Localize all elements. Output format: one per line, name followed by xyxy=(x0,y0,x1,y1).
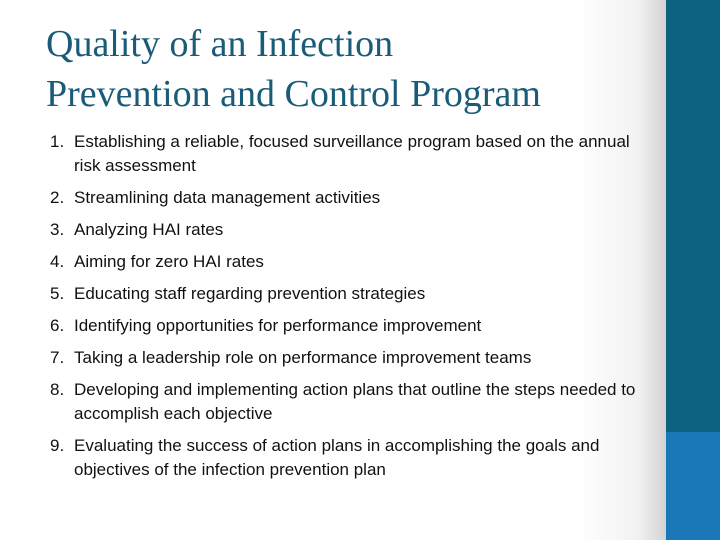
numbered-list xyxy=(50,130,640,490)
list-item-number: 7. xyxy=(50,348,65,367)
list-item xyxy=(50,346,640,370)
list-item xyxy=(50,130,640,178)
list-item xyxy=(50,434,640,482)
accent-bar-top xyxy=(666,0,720,432)
list-item-number: 9. xyxy=(50,436,65,455)
list-item-text: Developing and implementing action plans that outline the steps needed to accomplish each objective xyxy=(74,380,636,423)
list-item-number: 8. xyxy=(50,380,65,399)
list-item-text: Educating staff regarding prevention strategies xyxy=(74,284,426,303)
list-item xyxy=(50,250,640,274)
list-item xyxy=(50,218,640,242)
list-item-text: Establishing a reliable, focused surveillance program based on the annual risk assessment xyxy=(74,132,630,175)
list-item-number: 3. xyxy=(50,220,65,239)
list-item xyxy=(50,282,640,306)
list-item-text: Streamlining data management activities xyxy=(74,188,381,207)
list-item-number: 1. xyxy=(50,132,65,151)
list-item xyxy=(50,314,640,338)
list-item-text: Identifying opportunities for performance improvement xyxy=(74,316,482,335)
list-item xyxy=(50,378,640,426)
slide-title xyxy=(46,19,646,119)
right-accent-bar xyxy=(666,0,720,540)
slide-title-line-1: Quality of an Infection xyxy=(46,23,394,65)
list-item xyxy=(50,186,640,210)
list-item-text: Analyzing HAI rates xyxy=(74,220,224,239)
list-item-text: Aiming for zero HAI rates xyxy=(74,252,264,271)
slide-title-line-2: Prevention and Control Program xyxy=(46,73,541,115)
list-item-text: Taking a leadership role on performance improvement teams xyxy=(74,348,532,367)
list-item-number: 2. xyxy=(50,188,65,207)
list-item-number: 6. xyxy=(50,316,65,335)
list-item-number: 5. xyxy=(50,284,65,303)
list-item-text: Evaluating the success of action plans in accomplishing the goals and objectives of the infection prevention plan xyxy=(74,436,600,479)
accent-bar-bottom xyxy=(666,432,720,540)
list-item-number: 4. xyxy=(50,252,65,271)
